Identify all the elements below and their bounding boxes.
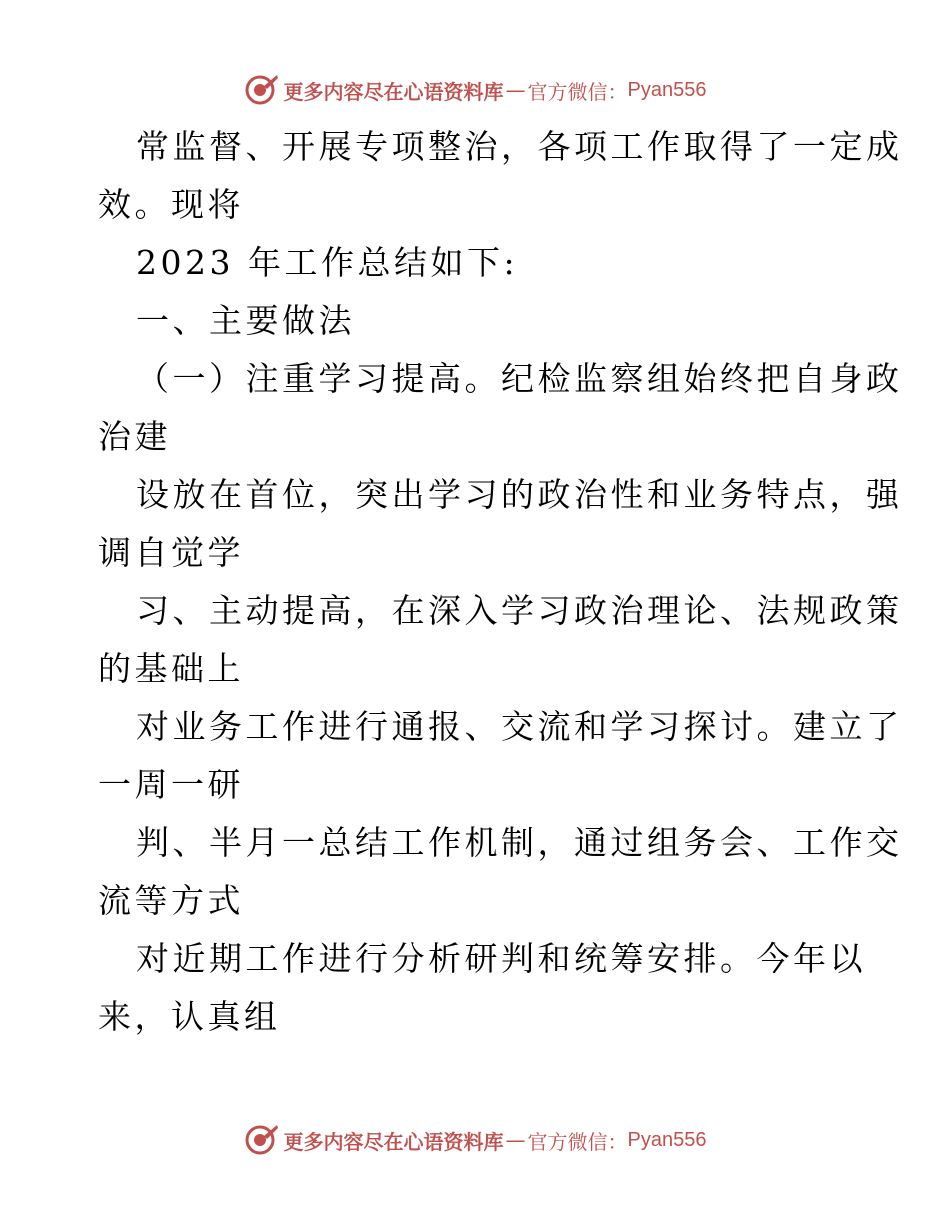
pen-logo-icon — [244, 72, 280, 108]
pen-logo-icon — [244, 1122, 280, 1158]
watermark-label: 官方微信： — [527, 1129, 628, 1154]
body-line: 对近期工作进行分析研判和统筹安排。今年以 — [136, 939, 866, 978]
body-line: 常监督、开展专项整治，各项工作取得了一定成 — [136, 127, 903, 166]
watermark-dash: — — [505, 1128, 526, 1152]
body-line: 2023 年工作总结如下: — [136, 243, 519, 282]
watermark-brand: 更多内容尽在心语资料库 — [283, 1129, 504, 1154]
body-line: 来，认真组 — [98, 997, 281, 1036]
body-line: 习、主动提高，在深入学习政治理论、法规政策 — [136, 591, 903, 630]
watermark-id: Pyan556 — [627, 78, 707, 101]
body-line: 判、半月一总结工作机制，通过组务会、工作交 — [136, 823, 903, 862]
body-line: 设放在首位，突出学习的政治性和业务特点，强 — [136, 475, 903, 514]
body-line: 流等方式 — [98, 881, 244, 920]
body-line: 效。现将 — [98, 185, 244, 224]
header-watermark — [0, 70, 950, 110]
body-line: 一周一研 — [98, 765, 244, 804]
body-line: 的基础上 — [98, 649, 244, 688]
watermark-brand: 更多内容尽在心语资料库 — [283, 79, 504, 104]
watermark-label: 官方微信： — [527, 79, 628, 104]
body-line: 治建 — [98, 417, 171, 456]
document-body — [98, 118, 903, 1046]
footer-watermark — [0, 1120, 950, 1160]
section-heading: 一、主要做法 — [136, 301, 355, 340]
subsection-heading: （一）注重学习提高。纪检监察组始终把自身政 — [136, 359, 903, 398]
body-line: 调自觉学 — [98, 533, 244, 572]
watermark-id: Pyan556 — [627, 1128, 707, 1151]
watermark-dash: — — [505, 78, 526, 102]
body-line: 对业务工作进行通报、交流和学习探讨。建立了 — [136, 707, 903, 746]
